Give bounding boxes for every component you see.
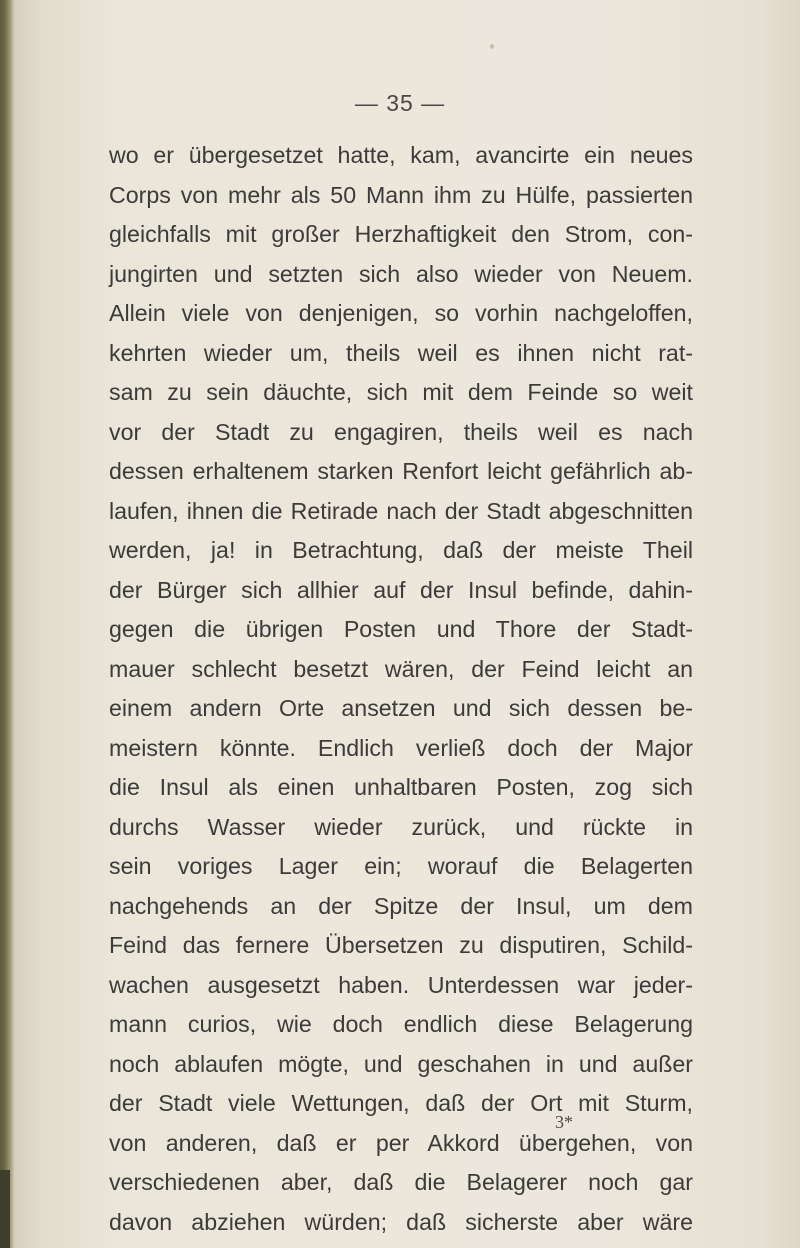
text-line: kehrten wieder um, theils weil es ihnen nicht rat- — [109, 339, 693, 366]
text-line: die Insul als einen unhaltbaren Posten, zog sich — [109, 774, 693, 800]
text-line: vor der Stadt zu engagiren, theils weil es nach — [109, 418, 693, 445]
binding-shadow — [0, 1170, 10, 1248]
text-line: von anderen, daß er per Akkord übergehen, von — [109, 1129, 693, 1156]
text-line: dessen erhaltenem starken Renfort leicht gefährlich ab- — [109, 458, 693, 484]
paper-speck — [490, 44, 494, 49]
page-number: — 35 — — [354, 90, 446, 116]
text-line: noch ablaufen mögte, und geschahen in und außer — [109, 1050, 693, 1077]
text-line: gleichfalls mit großer Herzhaftigkeit den Strom, con- — [109, 221, 693, 247]
text-line: meistern könnte. Endlich verließ doch der Major — [109, 734, 693, 761]
text-line: werden, ja! in Betrachtung, daß der meiste Theil — [109, 537, 693, 563]
text-line: nachgehends an der Spitze der Insul, um dem — [109, 892, 693, 919]
text-line: sein voriges Lager ein; worauf die Belagerten — [109, 853, 693, 879]
text-line: laufen, ihnen die Retirade nach der Stadt abgeschnitten — [109, 497, 693, 524]
text-line: mauer schlecht besetzt wären, der Feind leicht an — [109, 655, 693, 682]
text-line: einem andern Orte ansetzen und sich dessen be- — [109, 695, 693, 721]
text-line: verschiedenen aber, daß die Belagerer noch gar — [109, 1169, 693, 1195]
text-line: sam zu sein däuchte, sich mit dem Feinde so weit — [109, 379, 693, 405]
page-binding-edge — [0, 0, 14, 1248]
text-line: gegen die übrigen Posten und Thore der Stadt- — [109, 616, 693, 642]
text-line: wo er übergesetzet hatte, kam, avancirte ein neues — [109, 142, 693, 168]
text-line: der Bürger sich allhier auf der Insul befinde, dahin- — [109, 576, 693, 603]
signature-mark: 3* — [555, 1112, 573, 1132]
text-line: Allein viele von denjenigen, so vorhin nachgeloffen, — [109, 300, 693, 326]
text-line: jungirten und setzten sich also wieder von Neuem. — [109, 260, 693, 287]
text-line: Feind das fernere Übersetzen zu disputiren, Schild- — [109, 932, 693, 958]
text-line: durchs Wasser wieder zurück, und rückte in — [109, 813, 693, 840]
text-line: der Stadt viele Wettungen, daß der Ort mit Sturm, — [109, 1090, 693, 1116]
text-line: mann curios, wie doch endlich diese Belagerung — [109, 1011, 693, 1037]
body-text — [109, 136, 693, 1242]
text-line: Corps von mehr als 50 Mann ihm zu Hülfe, passierten — [109, 181, 693, 208]
text-line: davon abziehen würden; daß sicherste aber wäre — [109, 1208, 693, 1235]
text-line: wachen ausgesetzt haben. Unterdessen war jeder- — [109, 971, 693, 998]
